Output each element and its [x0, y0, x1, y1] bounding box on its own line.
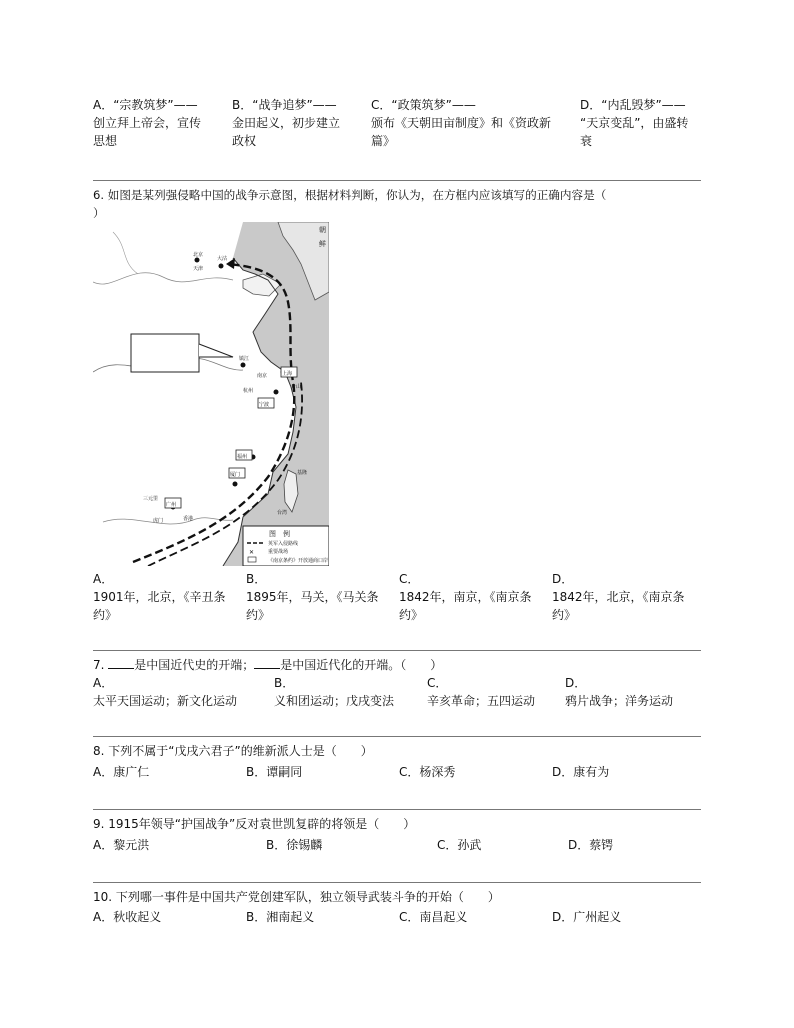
map-place-label: 香港	[183, 516, 194, 522]
divider	[93, 650, 701, 651]
q5-option-c[interactable]	[371, 96, 551, 150]
divider	[93, 882, 701, 883]
option-letter: B．	[232, 98, 253, 112]
q10-option-c[interactable]	[399, 908, 467, 926]
option-letter: D．	[552, 572, 574, 586]
option-letter: D．	[552, 910, 574, 924]
option-letter: D．	[580, 98, 602, 112]
option-text: 徐锡麟	[286, 838, 323, 852]
map-place-label: 北京	[193, 252, 204, 258]
option-text: 1901年，北京，《辛丑条	[93, 590, 226, 604]
map-place-label: 上海	[282, 371, 293, 377]
map-legend-item: 英军入侵路线	[268, 541, 299, 547]
map-place-label: 虎门	[153, 518, 164, 524]
option-text: 创立拜上帝会，宣传	[93, 116, 202, 130]
option-letter: B．	[274, 676, 295, 690]
q7-stem	[93, 656, 442, 674]
q8-option-b[interactable]	[246, 763, 302, 781]
option-letter: D．	[552, 765, 574, 779]
map-place-label: 大沽	[217, 256, 228, 262]
fill-blank	[108, 668, 134, 669]
option-text: 康有为	[573, 765, 610, 779]
q7-option-d[interactable]	[552, 674, 673, 710]
q7-option-a[interactable]	[93, 674, 237, 710]
war-route-map-svg	[93, 222, 329, 566]
q6-option-b[interactable]	[246, 570, 379, 624]
q9-option-c[interactable]	[437, 836, 481, 854]
option-letter: C．	[399, 765, 420, 779]
map-place-label: 杭州	[243, 388, 254, 394]
option-text: “宗教筑梦”——	[113, 98, 198, 112]
q5-option-b[interactable]	[232, 96, 340, 150]
map-place-label: 台湾	[277, 510, 288, 516]
option-text: 衰	[580, 134, 593, 148]
map-place-label: 基隆	[297, 470, 308, 476]
option-text: 约》	[246, 608, 271, 622]
option-text: 谭嗣同	[266, 765, 303, 779]
option-letter: B．	[246, 572, 267, 586]
option-text: 义和团运动；戊戌变法	[274, 694, 395, 708]
svg-text:✕: ✕	[249, 549, 255, 556]
q9-option-b[interactable]	[266, 836, 322, 854]
war-route-map	[93, 222, 329, 566]
q9-option-d[interactable]	[568, 836, 613, 854]
map-place-label: 天津	[193, 266, 204, 272]
map-place-label: 福州	[237, 454, 248, 460]
map-place-label: 广州	[166, 502, 177, 508]
map-legend-item: 重要战场	[268, 549, 289, 555]
option-text: 政权	[232, 134, 257, 148]
option-text: 黎元洪	[113, 838, 150, 852]
question-number: 7.	[93, 658, 109, 672]
option-text: 金田起义，初步建立	[232, 116, 341, 130]
option-text: 太平天国运动；新文化运动	[93, 694, 238, 708]
option-text: 1842年，北京，《南京条	[552, 590, 685, 604]
q8-stem: 8. 下列不属于“戊戌六君子”的维新派人士是（ ）	[93, 744, 373, 758]
option-text: 蔡锷	[589, 838, 614, 852]
option-letter: A．	[93, 572, 114, 586]
option-text: 思想	[93, 134, 118, 148]
map-legend-item: 《南京条约》开放通商口岸	[268, 558, 329, 564]
option-text: “政策筑梦”——	[391, 98, 476, 112]
map-place-label: 舟山	[291, 384, 302, 390]
option-text: 鸦片战争；洋务运动	[565, 694, 674, 708]
option-text: 辛亥革命；五四运动	[427, 694, 536, 708]
option-text: 南昌起义	[419, 910, 468, 924]
q5-option-a[interactable]	[93, 96, 201, 150]
q6-option-c[interactable]	[399, 570, 532, 624]
q7-option-b[interactable]	[246, 674, 394, 710]
option-letter: C．	[437, 838, 458, 852]
option-text: 孙武	[457, 838, 482, 852]
option-letter: B．	[246, 765, 267, 779]
q5-option-d[interactable]	[580, 96, 688, 150]
divider	[93, 180, 701, 181]
option-letter: B．	[266, 838, 287, 852]
option-text: 约》	[93, 608, 118, 622]
map-place-label: 鲜	[319, 240, 326, 248]
option-text: 约》	[399, 608, 424, 622]
map-place-label: 南京	[257, 373, 268, 379]
q6-stem	[93, 186, 606, 222]
map-place-label: 宁波	[259, 402, 270, 408]
question-stem-line: 6. 如图是某列强侵略中国的战争示意图，根据材料判断，你认为，在方框内应该填写的正确内容是（	[93, 188, 607, 202]
option-letter: C．	[399, 572, 420, 586]
option-text: 广州起义	[573, 910, 622, 924]
divider	[93, 736, 701, 737]
option-letter: A．	[93, 910, 114, 924]
option-text: 篇》	[371, 134, 396, 148]
option-text: “战争追梦”——	[252, 98, 337, 112]
q9-option-a[interactable]	[93, 836, 149, 854]
q6-option-d[interactable]	[552, 570, 685, 624]
question-stem-line: ）	[93, 206, 105, 220]
fill-blank	[254, 668, 280, 669]
option-letter: C．	[427, 676, 448, 690]
option-text: “内乱毁梦”——	[601, 98, 686, 112]
option-letter: A．	[93, 765, 114, 779]
q10-stem: 10. 下列哪一事件是中国共产党创建军队，独立领导武装斗争的开始（ ）	[93, 890, 500, 904]
q10-option-d[interactable]	[552, 908, 621, 926]
option-text: 杨深秀	[419, 765, 456, 779]
q6-option-a[interactable]	[93, 570, 226, 624]
divider	[93, 809, 701, 810]
option-text: 秋收起义	[113, 910, 162, 924]
question-text: 是中国近代化的开端。（ ）	[280, 658, 443, 672]
option-letter: D．	[568, 838, 590, 852]
map-place-label: 镇江	[239, 356, 250, 362]
option-letter: C．	[399, 910, 420, 924]
option-text: 1895年，马关，《马关条	[246, 590, 379, 604]
q10-option-b[interactable]	[246, 908, 314, 926]
option-letter: A．	[93, 98, 114, 112]
q9-stem: 9. 1915年领导“护国战争”反对袁世凯复辟的将领是（ ）	[93, 817, 416, 831]
q8-option-a[interactable]	[93, 763, 149, 781]
map-legend-title: 图 例	[269, 530, 290, 538]
option-text: 湘南起义	[266, 910, 315, 924]
q8-option-d[interactable]	[552, 763, 609, 781]
option-text: 1842年，南京，《南京条	[399, 590, 532, 604]
q8-option-c[interactable]	[399, 763, 455, 781]
question-text: 是中国近代史的开端；	[134, 658, 255, 672]
option-letter: A．	[93, 838, 114, 852]
option-letter: A．	[93, 676, 114, 690]
option-text: 颁布《天朝田亩制度》和《资政新	[371, 116, 552, 130]
q7-option-c[interactable]	[399, 674, 535, 710]
option-letter: D．	[565, 676, 587, 690]
option-text: “天京变乱”，由盛转	[580, 116, 689, 130]
q10-option-a[interactable]	[93, 908, 161, 926]
option-text: 约》	[552, 608, 577, 622]
map-place-label: 朝	[319, 226, 326, 234]
option-text: 康广仁	[113, 765, 150, 779]
map-place-label: 三元里	[143, 496, 159, 502]
map-place-label: 厦门	[230, 472, 241, 478]
option-letter: C．	[371, 98, 392, 112]
option-letter: B．	[246, 910, 267, 924]
